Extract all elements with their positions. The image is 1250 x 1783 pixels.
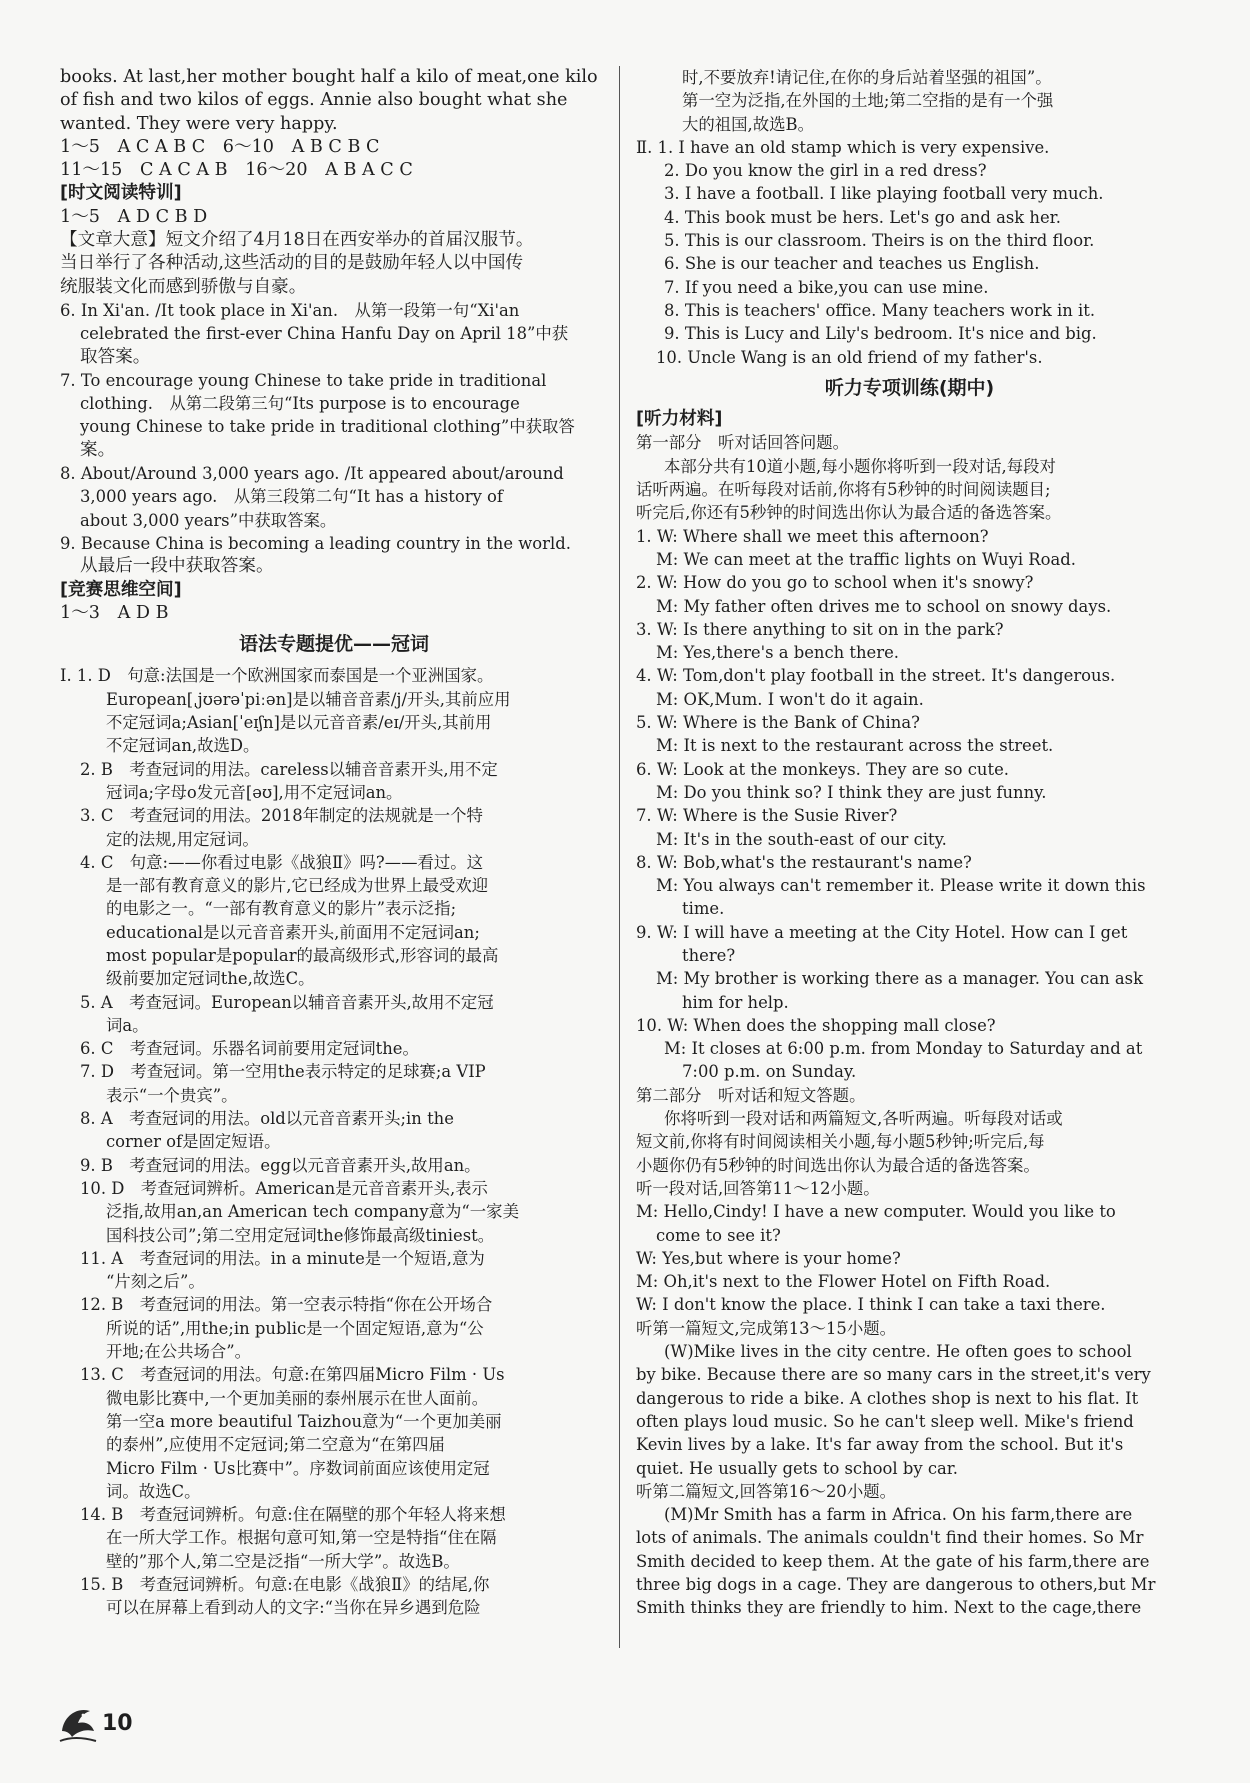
text-line: celebrated the first-ever China Hanfu Day on April 18”中获 — [80, 324, 569, 344]
text-line: 2. W: How do you go to school when it's snowy? — [636, 573, 1034, 593]
text-line: (M)Mr Smith has a farm in Africa. On his farm,there are — [664, 1505, 1133, 1525]
text-line: 6. W: Look at the monkeys. They are so cute. — [636, 759, 1009, 779]
text-line: M: Do you think so? I think they are just funny. — [656, 782, 1047, 802]
text-line: Micro Film · Us比赛中”。序数词前面应该使用定冠 — [106, 1458, 490, 1478]
text-line: 7. W: Where is the Susie River? — [636, 806, 898, 826]
listening-section-title: 听力专项训练(期中) — [824, 376, 995, 399]
text-line: 的泰州”,应使用不定冠词;第二空意为“在第四届 — [106, 1435, 445, 1455]
text-line: 泛指,故用an,an American tech company意为“一家美 — [106, 1202, 519, 1222]
text-line: 第一空a more beautiful Taizhou意为“一个更加美丽 — [106, 1411, 502, 1431]
text-line: educational是以元音音素开头,前面用不定冠词an; — [106, 922, 480, 942]
text-line: lots of animals. The animals couldn't find their homes. So Mr — [636, 1528, 1144, 1548]
text-line: 所说的话”,用the;in public是一个固定短语,意为“公 — [106, 1318, 484, 1338]
text-line: Ⅱ. 1. I have an old stamp which is very expensive. — [636, 137, 1050, 157]
text-line: 8. A 考查冠词的用法。old以元音音素开头;in the — [80, 1109, 454, 1129]
text-line: M: Hello,Cindy! I have a new computer. Would you like to — [636, 1202, 1116, 1222]
text-line: 6. She is our teacher and teaches us English. — [664, 254, 1040, 274]
text-line: 案。 — [80, 439, 116, 460]
text-line: 微电影比赛中,一个更加美丽的泰州展示在世人面前。 — [106, 1388, 489, 1408]
text-line: 开地;在公共场合”。 — [106, 1342, 252, 1362]
answer-line: 11～15 C A C A B 16～20 A B A C C — [60, 160, 413, 181]
text-line: 3,000 years ago. 从第三段第二句“It has a history of — [80, 487, 503, 507]
answer-line: 1～5 A D C B D — [60, 206, 208, 227]
text-line: 5. This is our classroom. Theirs is on the third floor. — [664, 231, 1095, 251]
text-line: 15. B 考查冠词辨析。句意:在电影《战狼Ⅱ》的结尾,你 — [80, 1575, 490, 1594]
text-line: 9. Because China is becoming a leading country in the world. — [60, 533, 571, 553]
text-line: about 3,000 years”中获取答案。 — [80, 510, 337, 530]
text-line: 词。故选C。 — [106, 1481, 201, 1501]
text-line: 不定冠词an,故选D。 — [106, 736, 260, 756]
text-line: 2. Do you know the girl in a red dress? — [664, 161, 987, 181]
text-line: 7. If you need a bike,you can use mine. — [664, 277, 989, 297]
text-line: 本部分共有10道小题,每小题你将听到一段对话,每段对 — [664, 456, 1056, 476]
text-line: M: You always can't remember it. Please write it down this — [656, 876, 1146, 896]
text-line: 9. W: I will have a meeting at the City Hotel. How can I get — [636, 922, 1128, 942]
text-line: Kevin lives by a lake. It's far away from the school. But it's — [636, 1435, 1124, 1455]
text-line: M: My brother is working there as a manager. You can ask — [656, 969, 1143, 989]
text-line: 10. D 考查冠词辨析。American是元音音素开头,表示 — [80, 1178, 488, 1198]
text-line: Ⅰ. 1. D 句意:法国是一个欧洲国家而泰国是一个亚洲国家。 — [60, 666, 494, 686]
text-line: dangerous to ride a bike. A clothes shop is next to his flat. It — [636, 1388, 1139, 1408]
page-number: 10 — [102, 1710, 133, 1736]
text-line: M: Oh,it's next to the Flower Hotel on Fifth Road. — [636, 1272, 1051, 1292]
text-line: 听第一篇短文,完成第13～15小题。 — [636, 1318, 897, 1338]
text-line: 6. In Xi'an. /It took place in Xi'an. 从第一段第一句“Xi'an — [60, 300, 520, 320]
text-line: come to see it? — [656, 1225, 781, 1245]
text-line: 第一空为泛指,在外国的土地;第二空指的是有一个强 — [682, 91, 1054, 111]
text-line: quiet. He usually gets to school by car. — [636, 1458, 959, 1478]
text-line: by bike. Because there are so many cars in the street,it's very — [636, 1365, 1151, 1385]
text-line: European[ˌjʊərəˈpiːən]是以辅音音素/j/开头,其前应用 — [106, 689, 511, 709]
text-line: 你将听到一段对话和两篇短文,各听两遍。听每段对话或 — [664, 1109, 1063, 1129]
page-footer — [56, 1701, 133, 1745]
text-line: 听完后,你还有5秒钟的时间选出你认为最合适的备选答案。 — [636, 503, 1062, 523]
text-line: 2. B 考查冠词的用法。careless以辅音音素开头,用不定 — [80, 759, 498, 779]
text-line: 短文前,你将有时间阅读相关小题,每小题5秒钟;听完后,每 — [636, 1132, 1045, 1152]
text-line: 7. D 考查冠词。第一空用the表示特定的足球赛;a VIP — [80, 1062, 486, 1082]
text-line: (W)Mike lives in the city centre. He often goes to school — [664, 1342, 1132, 1362]
answer-line: 1～5 A C A B C 6～10 A B C B C — [60, 136, 380, 157]
text-line: most popular是popular的最高级形式,形容词的最高 — [106, 945, 499, 965]
text-line: 定的法规,用定冠词。 — [106, 829, 259, 849]
text-line: 壁的”那个人,第二空是泛指“一所大学”。故选B。 — [106, 1551, 460, 1571]
text-line: 冠词a;字母o发元音[əʊ],用不定冠词an。 — [106, 782, 403, 802]
text-line: “片刻之后”。 — [106, 1272, 205, 1292]
text-line: 14. B 考查冠词辨析。句意:住在隔壁的那个年轻人将来想 — [80, 1505, 506, 1525]
text-line: him for help. — [682, 992, 789, 1012]
text-line: 从最后一段中获取答案。 — [80, 556, 274, 577]
text-line: 3. I have a football. I like playing football very much. — [664, 184, 1104, 204]
section-tag: [竞赛思维空间] — [60, 579, 182, 600]
text-line: 5. A 考查冠词。European以辅音音素开头,故用不定冠 — [80, 992, 494, 1012]
grammar-section-title: 语法专题提优——冠词 — [238, 633, 429, 656]
dolphin-logo-icon — [56, 1701, 100, 1745]
section-tag: [时文阅读特训] — [60, 183, 182, 204]
text-line: young Chinese to take pride in traditional clothing”中获取答 — [80, 417, 575, 437]
text-line: 8. This is teachers' office. Many teachers work in it. — [664, 300, 1096, 320]
text-line: 3. W: Is there anything to sit on in the park? — [636, 619, 1004, 639]
left-column — [60, 66, 608, 1620]
text-line: 可以在屏幕上看到动人的文字:“当你在异乡遇到危险 — [106, 1598, 481, 1618]
text-line: there? — [682, 945, 736, 965]
text-line: 7. To encourage young Chinese to take pride in traditional — [60, 370, 547, 390]
text-line: 12. B 考查冠词的用法。第一空表示特指“你在公开场合 — [80, 1295, 493, 1315]
text-line: 4. C 句意:——你看过电影《战狼Ⅱ》吗?——看过。这 — [80, 852, 484, 872]
text-line: time. — [682, 899, 725, 919]
text-line: M: It's in the south-east of our city. — [656, 829, 947, 849]
text-line: 3. C 考查冠词的用法。2018年制定的法规就是一个特 — [80, 806, 483, 826]
text-line: 听第二篇短文,回答第16～20小题。 — [636, 1481, 897, 1501]
text-line: 是一部有教育意义的影片,它已经成为世界上最受欢迎 — [106, 876, 489, 896]
text-line: M: It closes at 6:00 p.m. from Monday to Saturday and at — [664, 1039, 1143, 1059]
text-line: M: My father often drives me to school on snowy days. — [656, 596, 1112, 616]
text-line: 大的祖国,故选B。 — [682, 114, 814, 134]
text-line: 统服装文化而感到骄傲与自豪。 — [60, 276, 307, 297]
text-line: books. At last,her mother bought half a kilo of meat,one kilo — [60, 67, 598, 87]
text-line: 8. W: Bob,what's the restaurant's name? — [636, 852, 972, 872]
text-line: three big dogs in a cage. They are dangerous to others,but Mr — [636, 1575, 1156, 1594]
text-line: 1. W: Where shall we meet this afternoon? — [636, 526, 989, 546]
text-line: Smith decided to keep them. At the gate of his farm,there are — [636, 1551, 1150, 1571]
text-line: 取答案。 — [80, 346, 151, 367]
text-line: 13. C 考查冠词的用法。句意:在第四届Micro Film · Us — [80, 1365, 505, 1385]
text-line: 4. W: Tom,don't play football in the street. It's dangerous. — [636, 666, 1116, 686]
text-line: M: Yes,there's a bench there. — [656, 643, 900, 663]
text-line: corner of是固定短语。 — [106, 1132, 281, 1152]
text-line: 在一所大学工作。根据句意可知,第一空是特指“住在隔 — [106, 1528, 497, 1548]
text-line: 第一部分 听对话回答问题。 — [636, 433, 850, 453]
text-line: of fish and two kilos of eggs. Annie also bought what she — [60, 90, 568, 111]
text-line: 词a。 — [106, 1015, 149, 1035]
text-line: 8. About/Around 3,000 years ago. /It appeared about/around — [60, 464, 564, 484]
text-line: M: OK,Mum. I won't do it again. — [656, 689, 924, 709]
text-line: 听一段对话,回答第11～12小题。 — [636, 1178, 880, 1198]
text-line: 4. This book must be hers. Let's go and ask her. — [664, 207, 1061, 227]
text-line: 9. This is Lucy and Lily's bedroom. It's nice and big. — [664, 324, 1097, 344]
text-line: 级前要加定冠词the,故选C。 — [106, 969, 315, 989]
text-line: M: We can meet at the traffic lights on Wuyi Road. — [656, 549, 1076, 569]
right-column — [636, 66, 1183, 1620]
answer-line: 1～3 A D B — [60, 602, 169, 623]
text-line: 话听两遍。在听每段对话前,你将有5秒钟的时间阅读题目; — [636, 480, 1051, 500]
text-line: 小题你仍有5秒钟的时间选出你认为最合适的备选答案。 — [636, 1155, 1040, 1175]
text-line: 的电影之一。“一部有教育意义的影片”表示泛指; — [106, 899, 457, 919]
text-line: Smith thinks they are friendly to him. Next to the cage,there — [636, 1598, 1142, 1618]
text-line: 第二部分 听对话和短文答题。 — [636, 1085, 866, 1105]
text-line: 时,不要放弃!请记住,在你的身后站着坚强的祖国”。 — [682, 68, 1052, 87]
text-line: 表示“一个贵宾”。 — [106, 1085, 238, 1105]
text-line: 【文章大意】短文介绍了4月18日在西安举办的首届汉服节。 — [60, 230, 534, 251]
text-line: 5. W: Where is the Bank of China? — [636, 713, 920, 733]
text-line: 11. A 考查冠词的用法。in a minute是一个短语,意为 — [80, 1248, 485, 1268]
text-line: 9. B 考查冠词的用法。egg以元音音素开头,故用an。 — [80, 1155, 481, 1175]
text-line: clothing. 从第二段第三句“Its purpose is to encourage — [80, 394, 520, 414]
text-line: 10. W: When does the shopping mall close? — [636, 1015, 996, 1035]
text-line: M: It is next to the restaurant across the street. — [656, 736, 1054, 756]
text-line: 6. C 考查冠词。乐器名词前要用定冠词the。 — [80, 1039, 419, 1059]
text-line: often plays loud music. So he can't sleep well. Mike's friend — [636, 1411, 1134, 1431]
text-line: 7:00 p.m. on Sunday. — [682, 1062, 857, 1082]
text-line: W: Yes,but where is your home? — [636, 1248, 901, 1268]
text-line: 10. Uncle Wang is an old friend of my father's. — [656, 347, 1043, 367]
section-tag: [听力材料] — [636, 409, 723, 430]
column-divider — [619, 66, 620, 1648]
text-line: W: I don't know the place. I think I can take a taxi there. — [636, 1295, 1106, 1315]
text-line: 不定冠词a;Asian[ˈeɪʃn]是以元音音素/eɪ/开头,其前用 — [106, 713, 492, 733]
text-line: 当日举行了各种活动,这些活动的目的是鼓励年轻人以中国传 — [60, 253, 524, 274]
text-line: wanted. They were very happy. — [60, 113, 338, 134]
text-line: 国科技公司”;第二空用定冠词the修饰最高级tiniest。 — [106, 1225, 495, 1245]
